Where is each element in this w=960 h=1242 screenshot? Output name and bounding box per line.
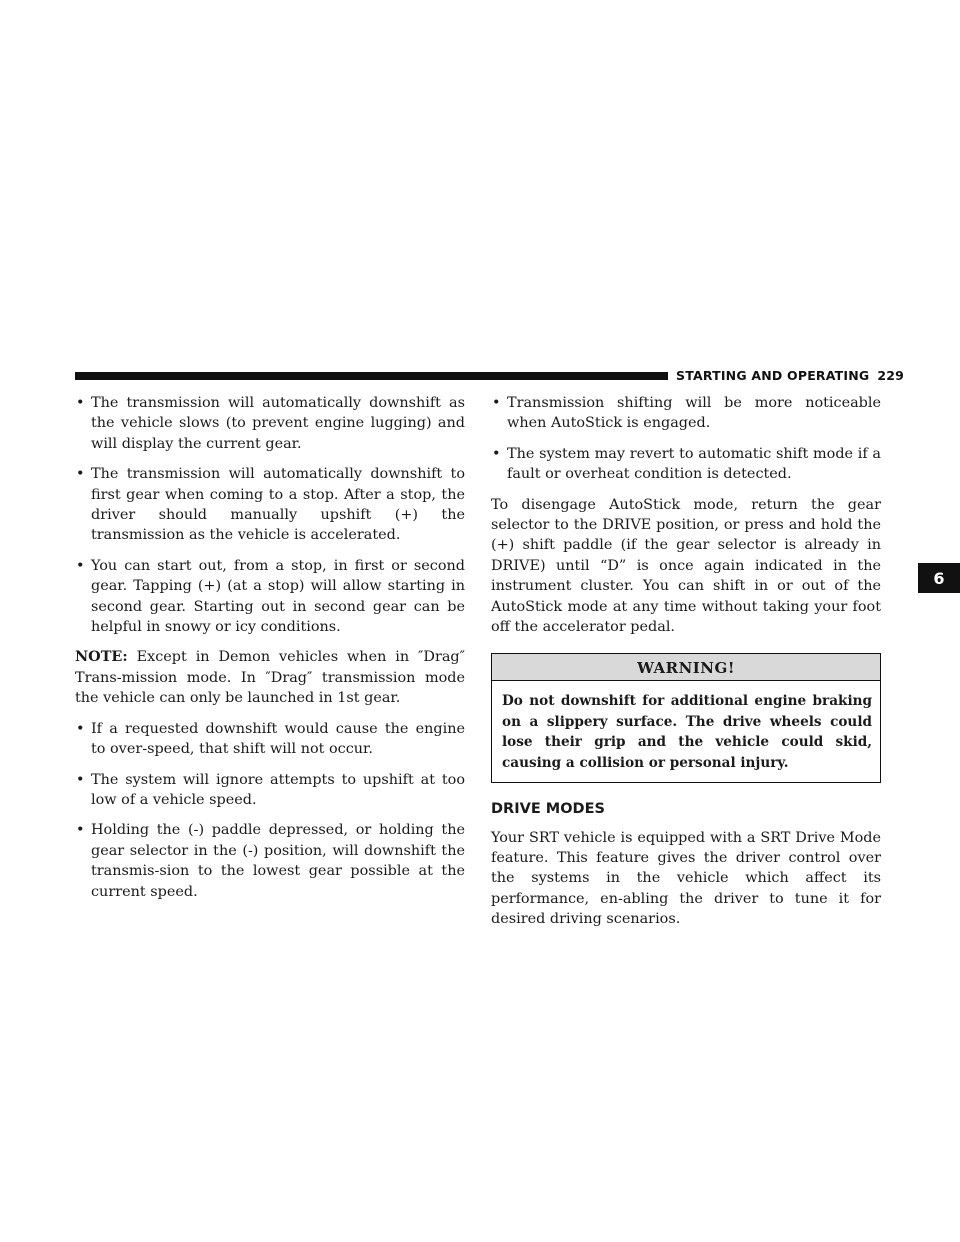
chapter-tab: 6	[918, 563, 960, 593]
autostick-paragraph: To disengage AutoStick mode, return the gear selector to the DRIVE position, or press and hold the (+) shift paddle (if the gear selector is already in DRIVE) until “D” is once again indicated in the instrument cluster. You can shift in or out of the AutoStick mode at any time without taking your foot off the accelerator pedal.	[491, 496, 881, 636]
list-item: • If a requested downshift would cause the engine to over-speed, that shift will not occur.	[75, 719, 465, 760]
warning-text: Do not downshift for additional engine braking on a slippery surface. The drive wheels could lose their grip and the vehicle could skid, causing a collision or personal injury.	[502, 693, 872, 771]
running-header	[676, 368, 904, 383]
bullet-list-3	[491, 393, 881, 485]
right-column	[491, 393, 881, 940]
note-text: Except in Demon vehicles when in ″Drag″ Trans-mission mode. In ″Drag″ transmission mode the vehicle can only be launched in 1st gear.	[75, 649, 465, 707]
section-heading: DRIVE MODES	[491, 801, 605, 818]
page-number: 229	[877, 368, 905, 383]
header-rule	[75, 372, 668, 380]
list-item: • You can start out, from a stop, in first or second gear. Tapping (+) (at a stop) will allow starting in second gear. Starting out in second gear can be helpful in snowy or icy conditions.	[75, 556, 465, 638]
list-item: • The transmission will automatically downshift to first gear when coming to a stop. After a stop, the driver should manually upshift (+) the transmission as the vehicle is accelerated.	[75, 464, 465, 546]
bullet-list-1	[75, 393, 465, 637]
drive-modes-paragraph: Your SRT vehicle is equipped with a SRT Drive Mode feature. This feature gives the driver control over the systems in the vehicle which affect its performance, en-abling the driver to tune it for desired driving scenarios.	[491, 829, 881, 928]
warning-title: WARNING!	[492, 654, 880, 681]
note-label: NOTE:	[75, 648, 128, 666]
list-item: • The system will ignore attempts to upshift at too low of a vehicle speed.	[75, 770, 465, 811]
list-item: • Holding the (-) paddle depressed, or holding the gear selector in the (-) position, will downshift the transmis-sion to the lowest gear possible at the current speed.	[75, 820, 465, 902]
bullet-list-2	[75, 719, 465, 902]
warning-box	[491, 653, 881, 783]
list-item: • Transmission shifting will be more noticeable when AutoStick is engaged.	[491, 393, 881, 434]
list-item: • The transmission will automatically downshift as the vehicle slows (to prevent engine lugging) and will display the current gear.	[75, 393, 465, 454]
left-column	[75, 393, 465, 912]
section-title: STARTING AND OPERATING	[676, 368, 870, 383]
list-item: • The system may revert to automatic shift mode if a fault or overheat condition is detected.	[491, 444, 881, 485]
note-paragraph	[75, 647, 465, 708]
